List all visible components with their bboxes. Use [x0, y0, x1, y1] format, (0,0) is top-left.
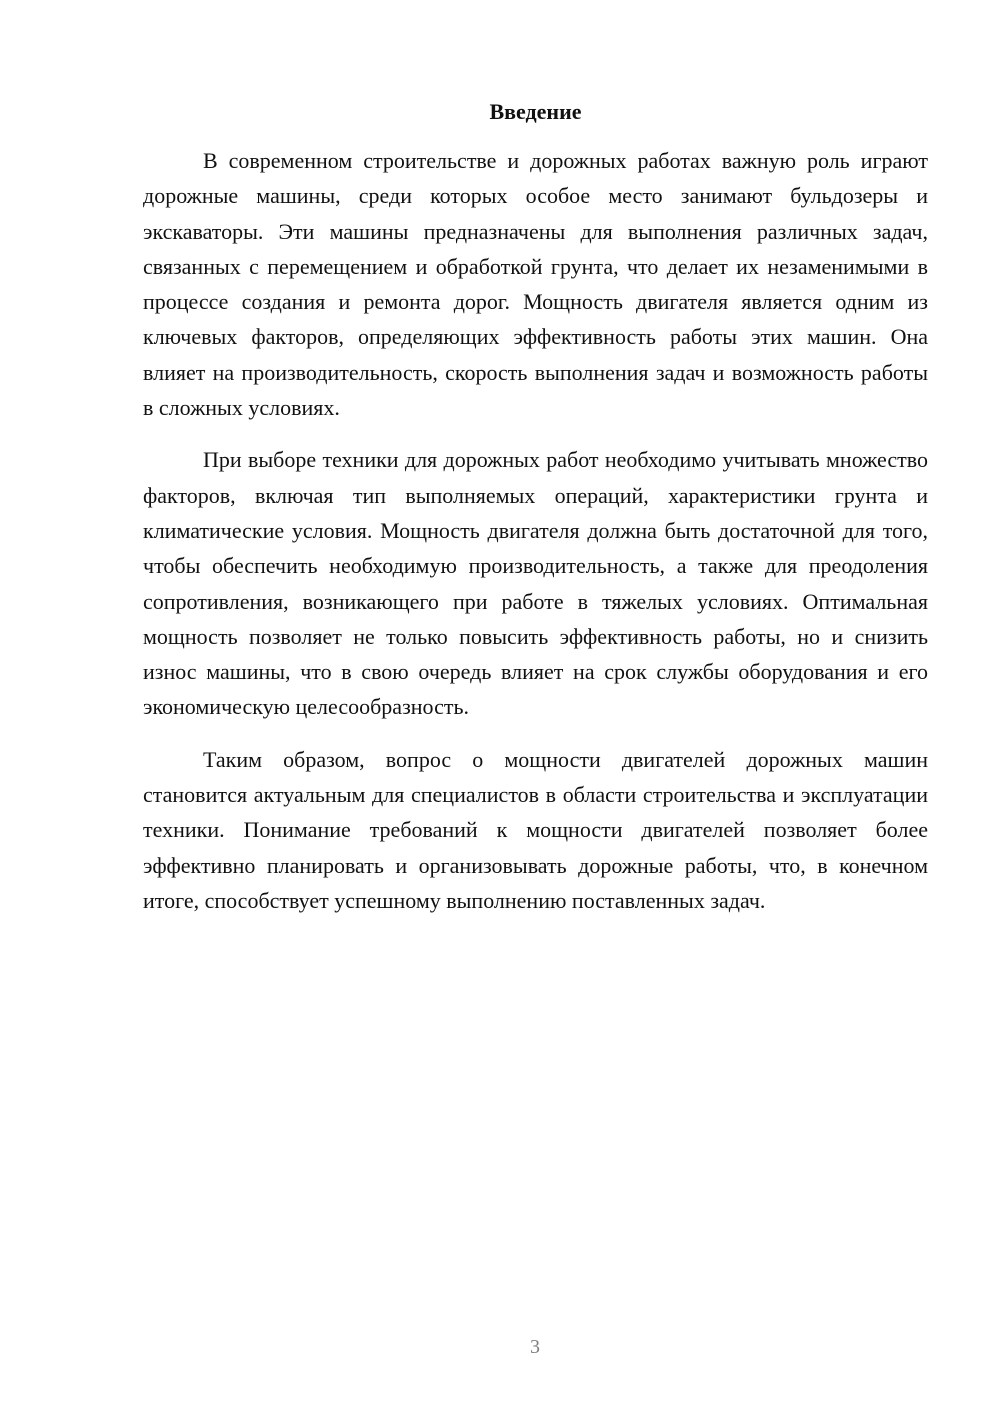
paragraph-2: При выборе техники для дорожных работ необходимо учитывать множество факторов, включая тип выполняемых операций, характеристики грунта и климатические условия. Мощность двигателя должна быть достаточной для того, чтобы обеспечить необходимую производительность, а также для преодоления сопротивления, возникающего при работе в тяжелых условиях. Оптимальная мощность позволяет не только повысить эффективность работы, но и снизить износ машины, что в свою очередь влияет на срок службы оборудования и его экономическую целесообразность.	[143, 447, 928, 720]
section-heading: Введение	[489, 99, 582, 124]
paragraph-3: Таким образом, вопрос о мощности двигателей дорожных машин становится актуальным для специалистов в области строительства и эксплуатации техники. Понимание требований к мощности двигателей позволяет более эффективно планировать и организовывать дорожные работы, что, в конечном итоге, способствует успешному выполнению поставленных задач.	[143, 746, 928, 913]
page-number: 3	[530, 1336, 540, 1358]
page-content	[143, 96, 928, 935]
paragraph-1: В современном строительстве и дорожных работах важную роль играют дорожные машины, среди которых особое место занимают бульдозеры и экскаваторы. Эти машины предназначены для выполнения различных задач, связанных с перемещением и обработкой грунта, что делает их незаменимыми в процессе создания и ремонта дорог. Мощность двигателя является одним из ключевых факторов, определяющих эффективность работы этих машин. Она влияет на производительность, скорость выполнения задач и возможность работы в сложных условиях.	[143, 148, 928, 421]
